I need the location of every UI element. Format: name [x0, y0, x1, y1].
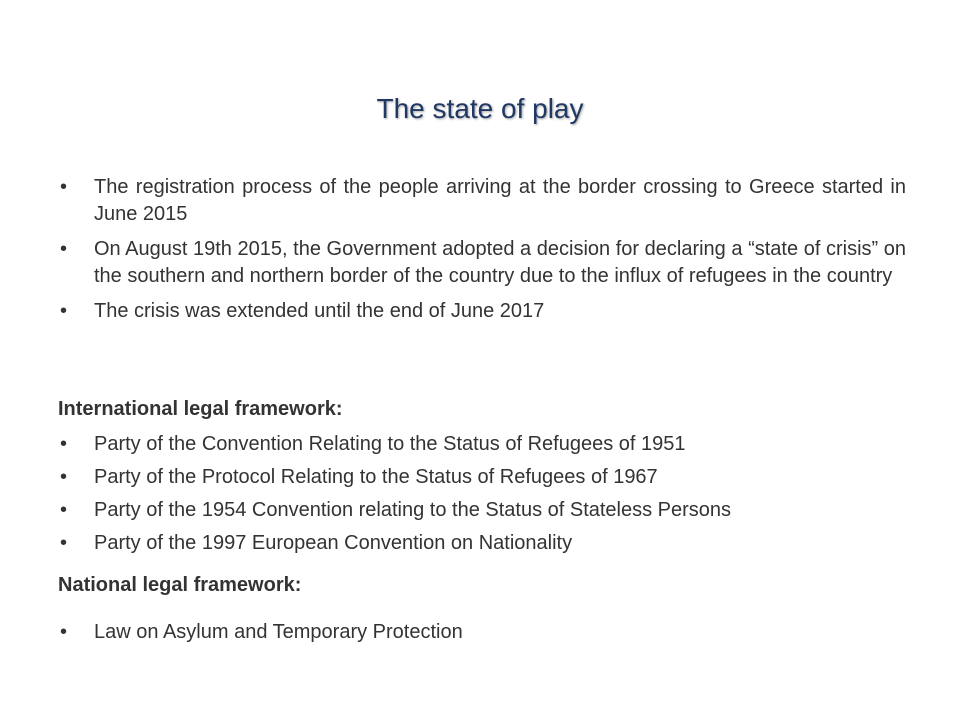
national-framework-list	[58, 619, 906, 646]
list-item	[58, 530, 906, 557]
list-item-text: Party of the Protocol Relating to the Status of Refugees of 1967	[94, 466, 658, 488]
bullet-icon: •	[60, 176, 68, 198]
national-framework-section	[58, 572, 906, 646]
international-framework-heading: International legal framework:	[58, 398, 343, 420]
list-item-text: The crisis was extended until the end of June 2017	[94, 300, 545, 322]
list-item	[58, 298, 906, 325]
state-of-play-section	[58, 174, 906, 325]
list-item-text: Law on Asylum and Temporary Protection	[94, 621, 463, 643]
list-item	[58, 431, 906, 458]
state-of-play-list	[58, 174, 906, 325]
list-item-text: Party of the 1997 European Convention on Nationality	[94, 532, 573, 554]
bullet-icon: •	[60, 433, 68, 455]
bullet-icon: •	[60, 532, 68, 554]
list-item	[58, 464, 906, 491]
list-item	[58, 619, 906, 646]
international-framework-section	[58, 396, 906, 557]
list-item	[58, 174, 906, 228]
list-item	[58, 236, 906, 290]
list-item-text: The registration process of the people arriving at the border crossing to Greece started in June 2015	[94, 176, 906, 225]
national-framework-heading: National legal framework:	[58, 574, 302, 596]
list-item-text: Party of the Convention Relating to the Status of Refugees of 1951	[94, 433, 686, 455]
bullet-icon: •	[60, 238, 68, 260]
list-item	[58, 497, 906, 524]
bullet-icon: •	[60, 300, 68, 322]
bullet-icon: •	[60, 499, 68, 521]
list-item-text: Party of the 1954 Convention relating to the Status of Stateless Persons	[94, 499, 732, 521]
bullet-icon: •	[60, 621, 68, 643]
slide-title: The state of play	[376, 93, 584, 124]
bullet-icon: •	[60, 466, 68, 488]
list-item-text: On August 19th 2015, the Government adopted a decision for declaring a “state of crisis” on the southern and northern border of the country due to the influx of refugees in the country	[94, 238, 906, 287]
international-framework-list	[58, 431, 906, 557]
